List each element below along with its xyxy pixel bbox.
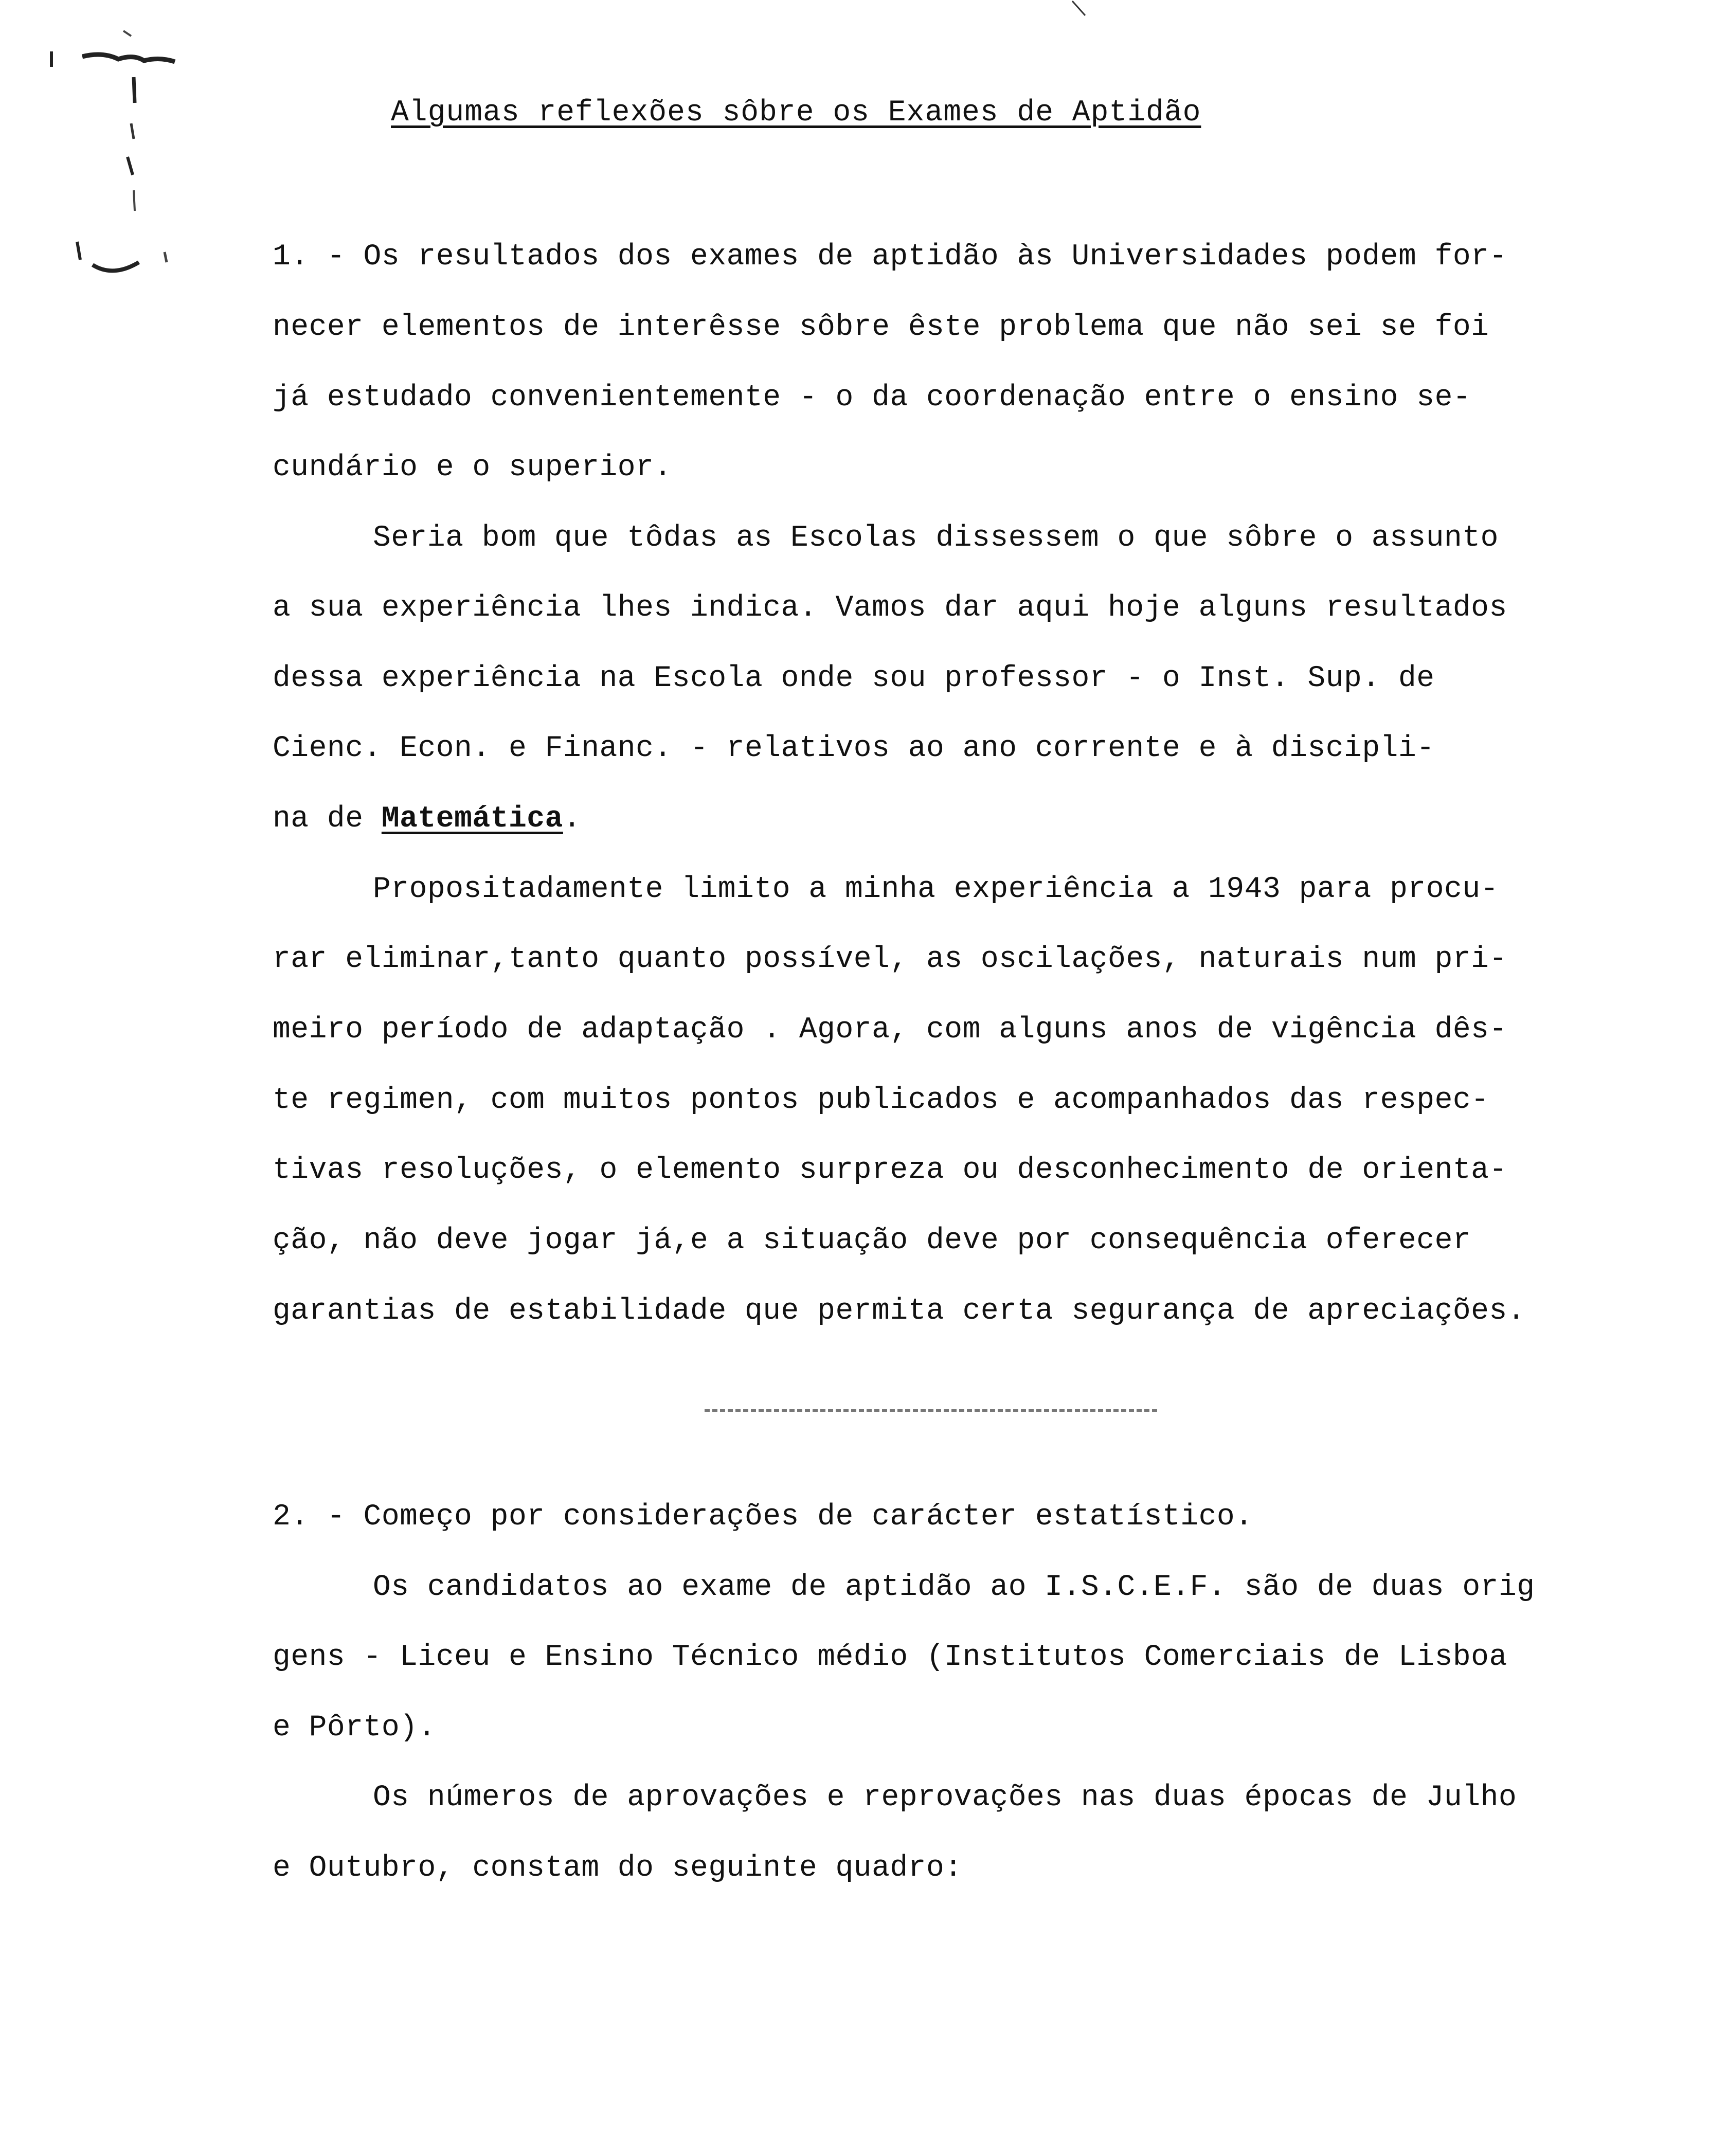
paragraph-line: gens - Liceu e Ensino Técnico médio (Institutos Comerciais de Lisboa xyxy=(273,1641,1507,1674)
document-title: Algumas reflexões sôbre os Exames de Aptidão xyxy=(391,96,1201,130)
paragraph-line: dessa experiência na Escola onde sou professor - o Inst. Sup. de xyxy=(273,662,1435,695)
paragraph-line: Os números de aprovações e reprovações nas duas épocas de Julho xyxy=(373,1781,1517,1814)
section-divider xyxy=(705,1409,1157,1412)
paragraph-line: rar eliminar,tanto quanto possível, as oscilações, naturais num pri- xyxy=(273,943,1507,976)
paragraph-line: e Outubro, constam do seguinte quadro: xyxy=(273,1852,963,1885)
paragraph-line: Propositadamente limito a minha experiência a 1943 para procu- xyxy=(373,873,1499,906)
paragraph-line: 1. - Os resultados dos exames de aptidão às Universidades podem for- xyxy=(273,240,1507,274)
paragraph-line: já estudado convenientemente - o da coordenação entre o ensino se- xyxy=(273,381,1471,415)
paragraph-line: a sua experiência lhes indica. Vamos dar aqui hoje alguns resultados xyxy=(273,591,1507,625)
margin-scribble-icon xyxy=(41,21,195,288)
paragraph-line: e Pôrto). xyxy=(273,1711,436,1745)
paragraph-line: ção, não deve jogar já,e a situação deve por consequência oferecer xyxy=(273,1224,1471,1257)
paragraph-line: necer elementos de interêsse sôbre êste problema que não sei se foi xyxy=(273,311,1489,344)
paragraph-line: tivas resoluções, o elemento surpreza ou desconhecimento de orienta- xyxy=(273,1154,1507,1187)
paragraph-line: cundário e o superior. xyxy=(273,451,672,484)
scan-mark-icon xyxy=(1070,0,1090,21)
paragraph-line: Os candidatos ao exame de aptidão ao I.S.C.E.F. são de duas orig xyxy=(373,1571,1535,1604)
paragraph-line: garantias de estabilidade que permita certa segurança de apreciações. xyxy=(273,1295,1526,1328)
paragraph-line: Seria bom que tôdas as Escolas dissessem o que sôbre o assunto xyxy=(373,522,1499,555)
paragraph-line xyxy=(273,799,581,840)
line-prefix: na de xyxy=(273,802,382,836)
paragraph-line: 2. - Começo por considerações de carácter estatístico. xyxy=(273,1500,1253,1534)
paragraph-line: meiro período de adaptação . Agora, com alguns anos de vigência dês- xyxy=(273,1013,1507,1047)
underlined-subject: Matemática xyxy=(381,802,563,836)
paragraph-line: te regimen, com muitos pontos publicados e acompanhados das respec- xyxy=(273,1084,1489,1117)
paragraph-line: Cienc. Econ. e Financ. - relativos ao ano corrente e à discipli- xyxy=(273,732,1435,765)
line-suffix: . xyxy=(563,802,582,836)
